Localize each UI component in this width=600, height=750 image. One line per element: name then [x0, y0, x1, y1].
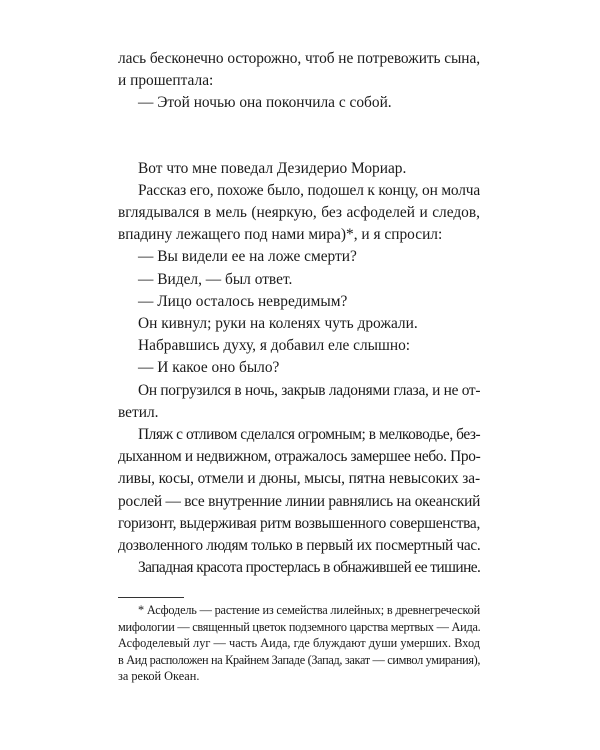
text-line: и прошептала:	[118, 72, 214, 90]
text-line: впадину лежащего под нами мира)*, и я спросил:	[118, 226, 443, 244]
text-line: Он погрузился в ночь, закрыв ладонями глаза, и не от-	[138, 381, 481, 399]
text-line: ливы, косы, отмели и дюны, мысы, пятна невысоких за-	[118, 470, 480, 488]
footnote-line: за рекой Океан.	[118, 669, 200, 683]
text-line: — Этой ночью она покончила с собой.	[138, 94, 392, 112]
text-line: — Лицо осталось невредимым?	[138, 292, 348, 310]
text-line: Он кивнул; руки на коленях чуть дрожали.	[138, 315, 418, 333]
footnote-divider	[118, 597, 184, 598]
text-line: дозволенного людям только в первый их посмертный час.	[118, 537, 481, 555]
footnote-line: Асфоделевый луг — часть Аида, где блуждают души умерших. Вход	[118, 636, 480, 650]
footnote-line: в Аид расположен на Крайнем Западе (Запад, закат — символ умирания),	[118, 652, 481, 667]
text-line: Вот что мне поведал Дезидерио Мориар.	[138, 159, 407, 177]
text-line: — Вы видели ее на ложе смерти?	[138, 248, 357, 266]
section-gap	[118, 115, 480, 158]
text-line: лась бесконечно осторожно, чтоб не потревожить сына,	[118, 50, 480, 67]
text-line: дыханном и недвижном, отражалось замершее небо. Про-	[118, 448, 481, 466]
text-line: рослей — все внутренние линии равнялись на океанский	[118, 492, 481, 510]
footnote	[118, 602, 480, 685]
text-line: Западная красота простерлась в обнажившей ее тишине.	[138, 559, 481, 577]
text-line: ветил.	[118, 403, 159, 421]
text-line: Набравшись духу, я добавил еле слышно:	[138, 337, 411, 355]
text-line: — Видел, — был ответ.	[138, 270, 293, 288]
main-text	[118, 48, 480, 579]
footnote-line: * Асфодель — растение из семейства лилейных; в древнегреческой	[138, 603, 480, 617]
text-line: — И какое оно было?	[138, 359, 280, 377]
text-line: горизонт, выдерживая ритм возвышенного совершенства,	[118, 514, 480, 532]
text-line: вглядывался в мель (неяркую, без асфоделей и следов,	[118, 204, 480, 222]
text-line: Рассказ его, похоже было, подошел к концу, он молча	[138, 181, 481, 199]
footnote-line: мифологии — священный цветок подземного царства мертвых — Аида.	[118, 619, 481, 634]
text-line: Пляж с отливом сделался огромным; в мелководье, без-	[138, 426, 481, 444]
